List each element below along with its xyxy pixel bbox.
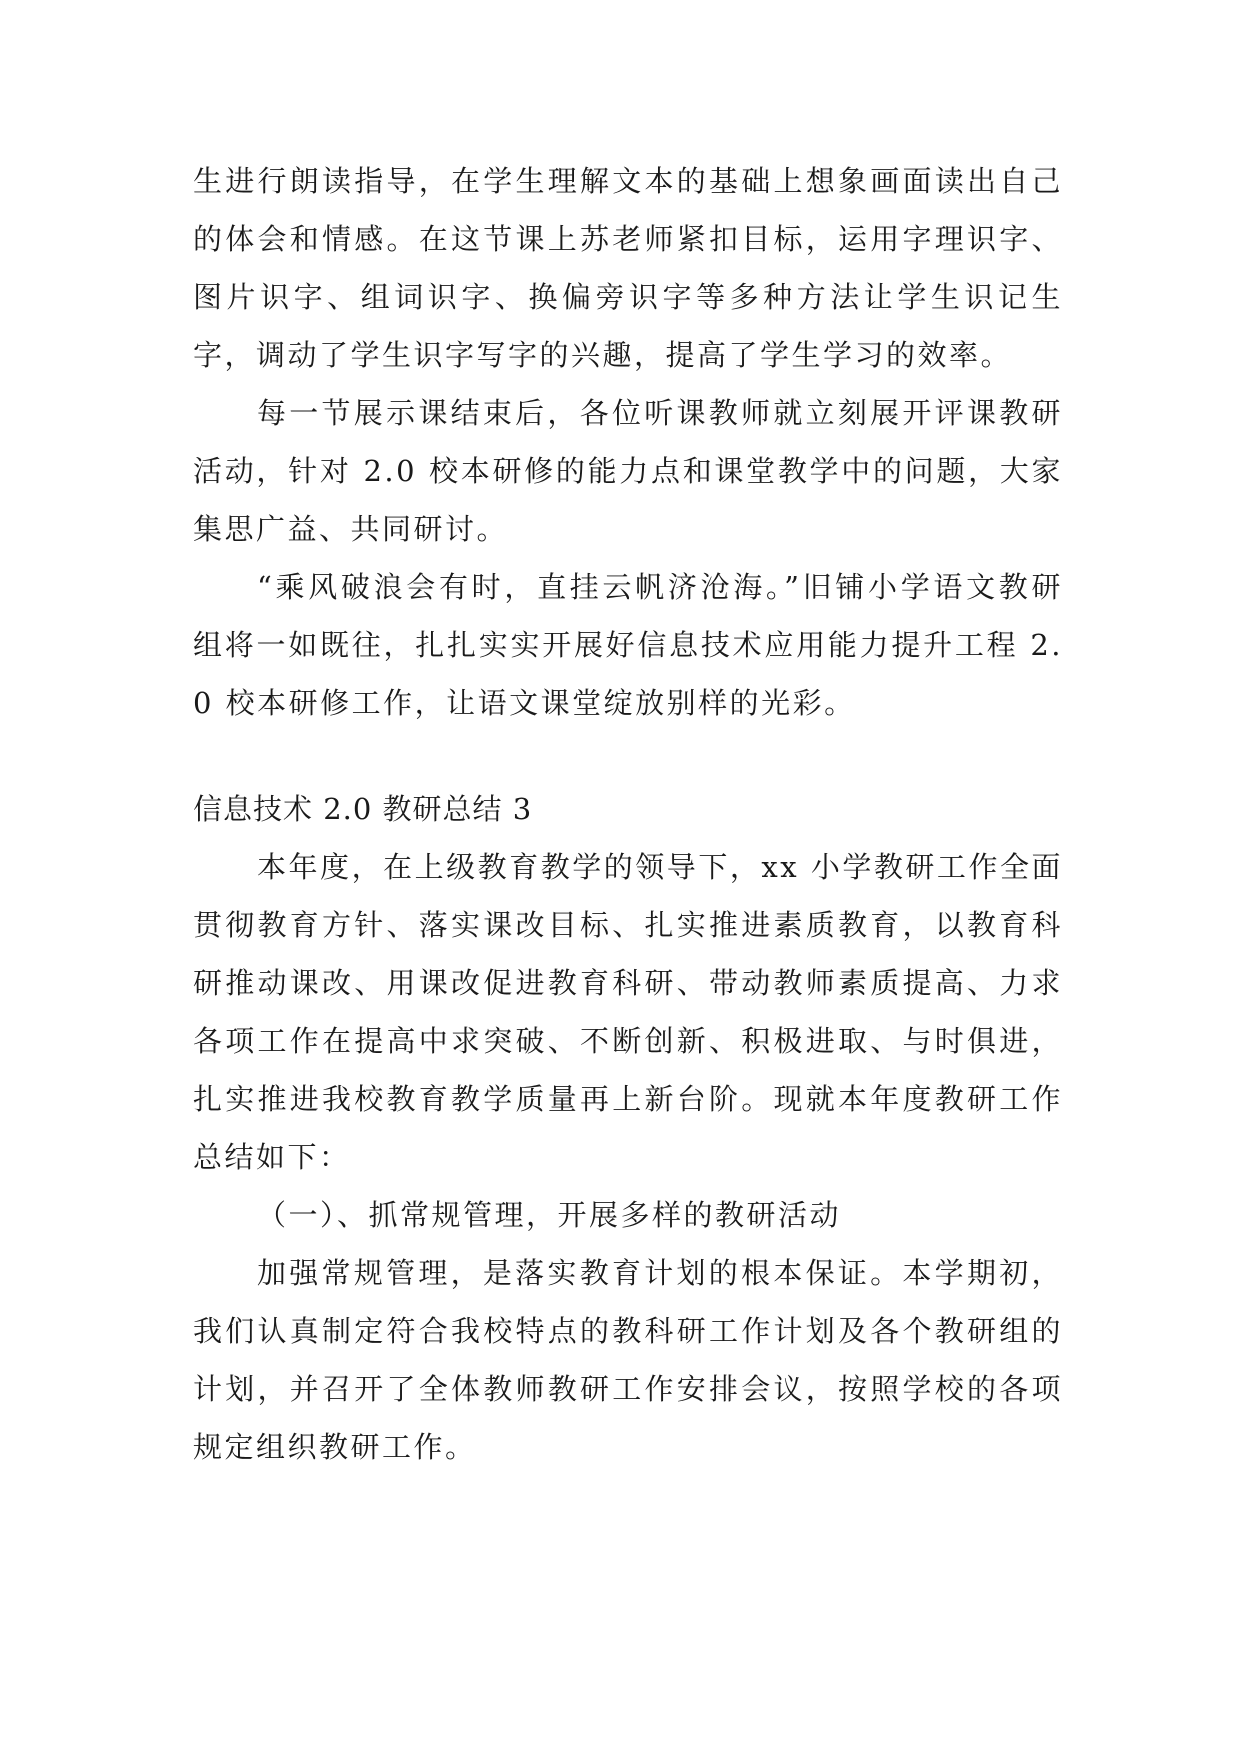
section-title: 信息技术 2.0 教研总结 3 [193, 792, 533, 826]
paragraph-closing-quote: “乘风破浪会有时，直挂云帆济沧海。”旧铺小学语文教研组将一如既往，扎扎实实开展好信息技术应用能力提升工程 2.0 校本研修工作，让语文课堂绽放别样的光彩。 [193, 570, 1063, 720]
document-body [193, 152, 1063, 1476]
paragraph-continued: 生进行朗读指导，在学生理解文本的基础上想象画面读出自己的体会和情感。在这节课上苏老师紧扣目标，运用字理识字、图片识字、组词识字、换偏旁识字等多种方法让学生识记生字，调动了学生识字写字的兴趣，提高了学生学习的效率。 [193, 164, 1063, 372]
paragraph-review-activity: 每一节展示课结束后，各位听课教师就立刻展开评课教研活动，针对 2.0 校本研修的能力点和课堂教学中的问题，大家集思广益、共同研讨。 [193, 396, 1063, 546]
paragraph-intro: 本年度，在上级教育教学的领导下，xx 小学教研工作全面贯彻教育方针、落实课改目标、扎实推进素质教育，以教育科研推动课改、用课改促进教育科研、带动教师素质提高、力求各项工作在提高中求突破、不断创新、积极进取、与时俱进，扎实推进我校教育教学质量再上新台阶。现就本年度教研工作总结如下： [193, 850, 1063, 1174]
subheading-routine-management: （一）、抓常规管理，开展多样的教研活动 [257, 1198, 842, 1232]
paragraph-routine-management: 加强常规管理，是落实教育计划的根本保证。本学期初，我们认真制定符合我校特点的教科研工作计划及各个教研组的计划，并召开了全体教师教研工作安排会议，按照学校的各项规定组织教研工作。 [193, 1256, 1063, 1464]
